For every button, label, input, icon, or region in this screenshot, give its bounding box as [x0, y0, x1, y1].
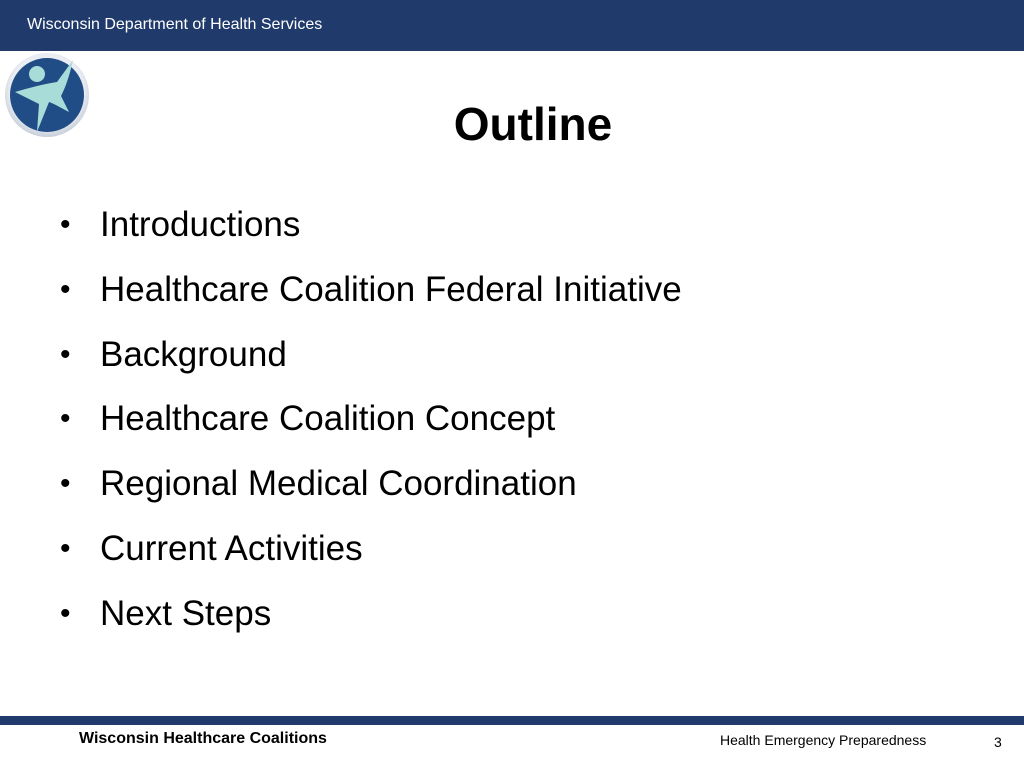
- bullet-text: Next Steps: [100, 593, 272, 633]
- bullet-text: Healthcare Coalition Federal Initiative: [100, 269, 682, 309]
- bullet-text: Current Activities: [100, 528, 363, 568]
- bullet-list: [58, 205, 682, 659]
- bullet-item: [58, 594, 682, 634]
- bullet-icon: •: [60, 596, 71, 630]
- bullet-icon: •: [60, 531, 71, 565]
- bullet-icon: •: [60, 337, 71, 371]
- organization-name: Wisconsin Department of Health Services: [27, 16, 323, 33]
- footer-subtitle: Health Emergency Preparedness: [720, 732, 927, 748]
- bullet-item: [58, 464, 682, 504]
- footer-title: Wisconsin Healthcare Coalitions: [79, 730, 327, 747]
- bullet-icon: •: [60, 467, 71, 501]
- bullet-text: Regional Medical Coordination: [100, 464, 577, 504]
- bullet-item: [58, 529, 682, 569]
- bullet-icon: •: [60, 402, 71, 436]
- footer-bar: [0, 716, 1024, 725]
- bullet-text: Background: [100, 334, 287, 374]
- bullet-icon: •: [60, 208, 71, 241]
- header-bar: [0, 0, 1024, 51]
- page-number: 3: [994, 734, 1002, 750]
- bullet-item: [58, 270, 682, 310]
- bullet-text: Introductions: [100, 205, 301, 244]
- bullet-item: [58, 205, 682, 245]
- bullet-item: [58, 399, 682, 439]
- bullet-text: Healthcare Coalition Concept: [100, 399, 556, 439]
- slide-title: Outline: [453, 98, 613, 150]
- bullet-icon: •: [60, 272, 71, 306]
- bullet-item: [58, 335, 682, 375]
